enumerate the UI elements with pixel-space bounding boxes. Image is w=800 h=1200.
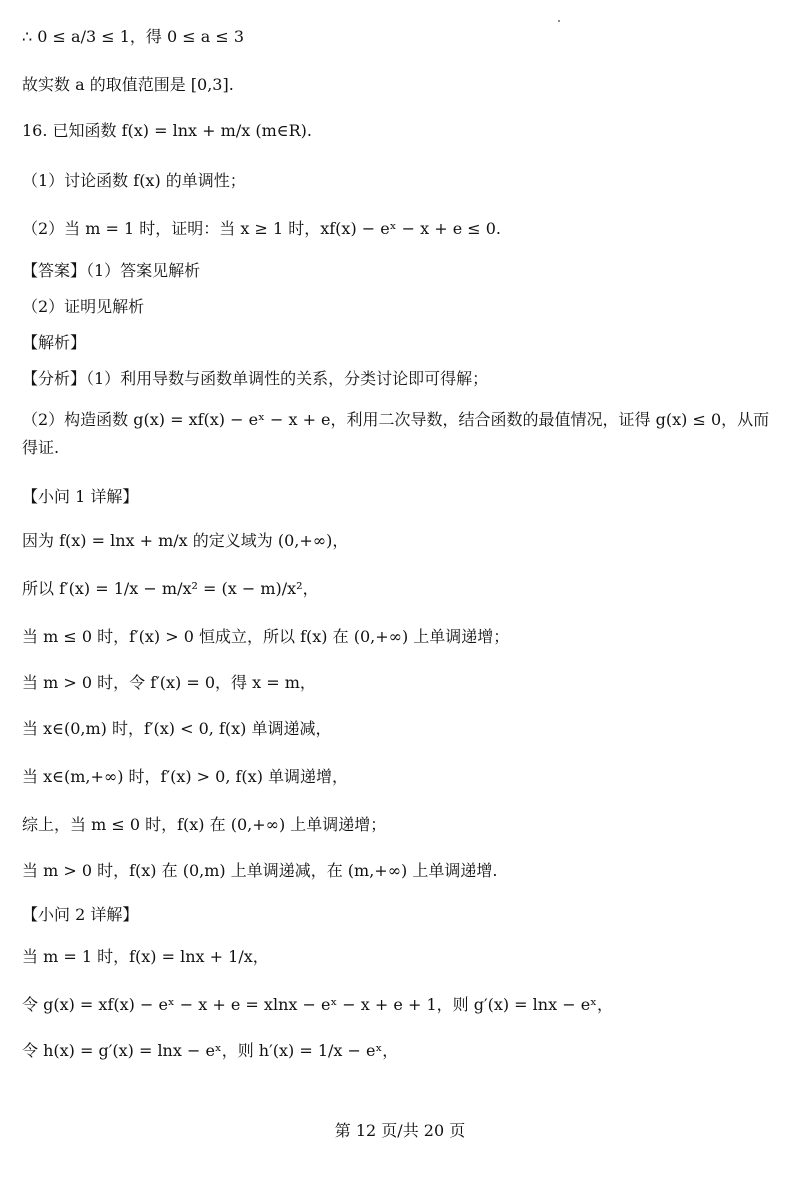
analysis-text: 【分析】（1）利用导数与函数单调性的关系，分类讨论即可得解； [22,369,489,388]
analysis-heading: 【解析】 [22,333,87,352]
text-line: 令 g(x) = xf(x) − eˣ − x + e = xlnx − eˣ − x + e + 1，则 g′(x) = lnx − eˣ， [22,995,613,1014]
text-line: 故实数 a 的取值范围是 [0,3]. [22,75,234,94]
text-line: （2）证明见解析 [22,297,145,316]
text-line: 因为 f(x) = lnx + m/x 的定义域为 (0,+∞)， [22,531,349,550]
text-line: 当 x∈(0,m) 时，f′(x) < 0, f(x) 单调递减， [22,719,332,738]
analysis-text: （2）构造函数 g(x) = xf(x) − eˣ − x + e，利用二次导数，结合函数的最值情况，证得 g(x) ≤ 0，从而得证. [22,410,770,457]
text-line: 当 m = 1 时，f(x) = lnx + 1/x， [22,947,269,966]
problem-statement: 16. 已知函数 f(x) = lnx + m/x (m∈R). [22,121,312,140]
sub-question-2: （2）当 m = 1 时，证明：当 x ≥ 1 时，xf(x) − eˣ − x + e ≤ 0. [22,219,502,238]
text-line: 当 m > 0 时，令 f′(x) = 0，得 x = m， [22,673,316,692]
scan-speck [558,20,560,22]
sub-question-2-heading: 【小问 2 详解】 [22,905,139,924]
text-line: ∴ 0 ≤ a/3 ≤ 1，得 0 ≤ a ≤ 3 [22,27,245,46]
text-line: 当 x∈(m,+∞) 时，f′(x) > 0, f(x) 单调递增， [22,767,349,786]
page-footer: 第 12 页/共 20 页 [334,1121,466,1140]
text-line: 当 m > 0 时，f(x) 在 (0,m) 上单调递减，在 (m,+∞) 上单调递增. [22,861,498,880]
sub-question-1: （1）讨论函数 f(x) 的单调性； [22,171,246,190]
sub-question-1-heading: 【小问 1 详解】 [22,487,139,506]
text-line: 当 m ≤ 0 时，f′(x) > 0 恒成立，所以 f(x) 在 (0,+∞) 上单调递增； [22,627,510,646]
answer-heading: 【答案】（1）答案见解析 [22,261,201,280]
text-line: 所以 f′(x) = 1/x − m/x² = (x − m)/x²， [22,579,319,598]
text-line: 综上，当 m ≤ 0 时，f(x) 在 (0,+∞) 上单调递增； [22,815,387,834]
text-line: 令 h(x) = g′(x) = lnx − eˣ，则 h′(x) = 1/x − eˣ， [22,1041,399,1060]
